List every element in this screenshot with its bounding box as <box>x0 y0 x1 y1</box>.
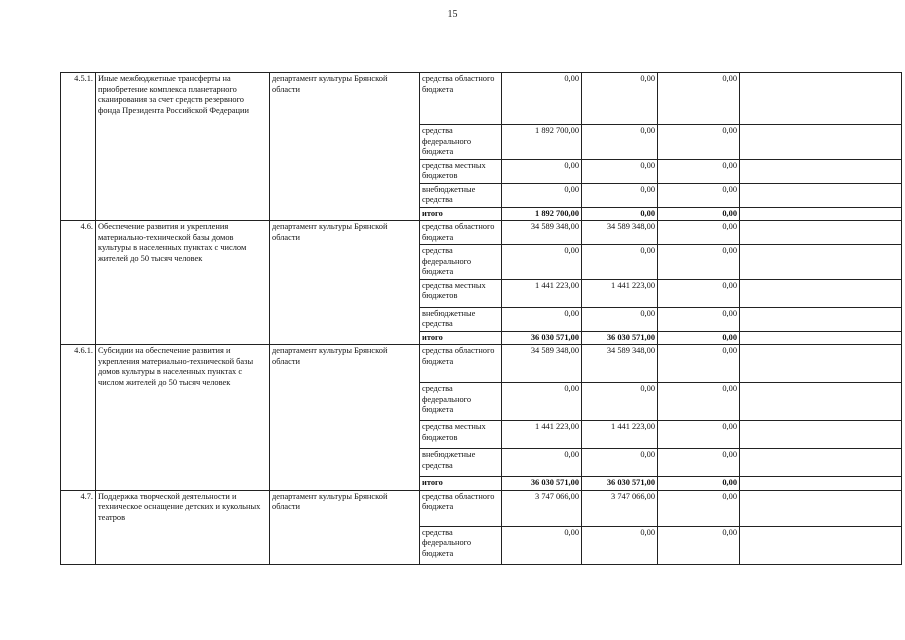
item-name: Поддержка творческой деятельности и техническое оснащение детских и кукольных театров <box>96 490 270 564</box>
amount-cell-2: 0,00 <box>582 449 658 477</box>
amount-cell-1: 0,00 <box>502 307 582 331</box>
amount-cell-2: 36 030 571,00 <box>582 331 658 345</box>
amount-cell-2: 1 441 223,00 <box>582 279 658 307</box>
empty-cell <box>740 383 902 421</box>
amount-cell-3: 0,00 <box>658 345 740 383</box>
amount-cell-2: 0,00 <box>582 526 658 564</box>
funding-source: средства областного бюджета <box>420 490 502 526</box>
amount-cell-2: 36 030 571,00 <box>582 477 658 491</box>
amount-cell-3: 0,00 <box>658 477 740 491</box>
funding-source: средства областного бюджета <box>420 221 502 245</box>
empty-cell <box>740 73 902 125</box>
amount-cell-1: 36 030 571,00 <box>502 477 582 491</box>
amount-cell-1: 0,00 <box>502 183 582 207</box>
item-code: 4.6. <box>61 221 96 345</box>
amount-cell-3: 0,00 <box>658 279 740 307</box>
amount-cell-2: 0,00 <box>582 159 658 183</box>
amount-cell-3: 0,00 <box>658 183 740 207</box>
amount-cell-1: 0,00 <box>502 159 582 183</box>
amount-cell-2: 0,00 <box>582 73 658 125</box>
budget-table <box>60 72 902 565</box>
amount-cell-3: 0,00 <box>658 245 740 280</box>
page-number: 15 <box>447 9 458 20</box>
empty-cell <box>740 125 902 160</box>
empty-cell <box>740 490 902 526</box>
item-code: 4.5.1. <box>61 73 96 221</box>
amount-cell-3: 0,00 <box>658 331 740 345</box>
funding-source: итого <box>420 331 502 345</box>
item-executor: департамент культуры Брянской области <box>270 73 420 221</box>
funding-source: средства местных бюджетов <box>420 279 502 307</box>
item-executor: департамент культуры Брянской области <box>270 490 420 564</box>
amount-cell-1: 0,00 <box>502 526 582 564</box>
funding-source: средства федерального бюджета <box>420 526 502 564</box>
amount-cell-3: 0,00 <box>658 125 740 160</box>
empty-cell <box>740 421 902 449</box>
funding-source: итого <box>420 477 502 491</box>
amount-cell-1: 1 892 700,00 <box>502 125 582 160</box>
funding-source: средства федерального бюджета <box>420 383 502 421</box>
funding-source: средства областного бюджета <box>420 345 502 383</box>
table-row <box>61 490 902 526</box>
funding-source: средства местных бюджетов <box>420 159 502 183</box>
item-executor: департамент культуры Брянской области <box>270 345 420 491</box>
item-name: Субсидии на обеспечение развития и укрепления материально-технической базы домов культуры в населенных пунктах с числом жителей до 50 тысяч человек <box>96 345 270 491</box>
item-executor: департамент культуры Брянской области <box>270 221 420 345</box>
amount-cell-1: 1 441 223,00 <box>502 279 582 307</box>
empty-cell <box>740 159 902 183</box>
amount-cell-2: 34 589 348,00 <box>582 345 658 383</box>
amount-cell-2: 0,00 <box>582 125 658 160</box>
table-row <box>61 345 902 383</box>
amount-cell-2: 0,00 <box>582 207 658 221</box>
funding-source: средства федерального бюджета <box>420 125 502 160</box>
empty-cell <box>740 449 902 477</box>
table-row <box>61 73 902 125</box>
funding-source: внебюджетные средства <box>420 183 502 207</box>
amount-cell-1: 1 441 223,00 <box>502 421 582 449</box>
item-code: 4.6.1. <box>61 345 96 491</box>
amount-cell-2: 0,00 <box>582 307 658 331</box>
empty-cell <box>740 245 902 280</box>
empty-cell <box>740 221 902 245</box>
empty-cell <box>740 183 902 207</box>
amount-cell-1: 0,00 <box>502 383 582 421</box>
empty-cell <box>740 345 902 383</box>
empty-cell <box>740 477 902 491</box>
amount-cell-2: 1 441 223,00 <box>582 421 658 449</box>
amount-cell-1: 0,00 <box>502 245 582 280</box>
amount-cell-3: 0,00 <box>658 307 740 331</box>
amount-cell-3: 0,00 <box>658 207 740 221</box>
amount-cell-1: 34 589 348,00 <box>502 221 582 245</box>
empty-cell <box>740 279 902 307</box>
funding-source: внебюджетные средства <box>420 307 502 331</box>
amount-cell-3: 0,00 <box>658 221 740 245</box>
amount-cell-2: 0,00 <box>582 383 658 421</box>
amount-cell-1: 0,00 <box>502 449 582 477</box>
amount-cell-1: 34 589 348,00 <box>502 345 582 383</box>
amount-cell-3: 0,00 <box>658 490 740 526</box>
amount-cell-1: 3 747 066,00 <box>502 490 582 526</box>
funding-source: средства областного бюджета <box>420 73 502 125</box>
amount-cell-3: 0,00 <box>658 421 740 449</box>
funding-source: средства местных бюджетов <box>420 421 502 449</box>
amount-cell-2: 34 589 348,00 <box>582 221 658 245</box>
funding-source: внебюджетные средства <box>420 449 502 477</box>
amount-cell-2: 0,00 <box>582 245 658 280</box>
amount-cell-2: 0,00 <box>582 183 658 207</box>
item-name: Обеспечение развития и укрепления материально-технической базы домов культуры в населенных пунктах с числом жителей до 50 тысяч человек <box>96 221 270 345</box>
amount-cell-3: 0,00 <box>658 73 740 125</box>
empty-cell <box>740 307 902 331</box>
empty-cell <box>740 331 902 345</box>
empty-cell <box>740 207 902 221</box>
amount-cell-3: 0,00 <box>658 159 740 183</box>
amount-cell-3: 0,00 <box>658 449 740 477</box>
amount-cell-1: 0,00 <box>502 73 582 125</box>
amount-cell-3: 0,00 <box>658 383 740 421</box>
amount-cell-1: 36 030 571,00 <box>502 331 582 345</box>
item-code: 4.7. <box>61 490 96 564</box>
funding-source: средства федерального бюджета <box>420 245 502 280</box>
funding-source: итого <box>420 207 502 221</box>
empty-cell <box>740 526 902 564</box>
table-row <box>61 221 902 245</box>
amount-cell-2: 3 747 066,00 <box>582 490 658 526</box>
amount-cell-3: 0,00 <box>658 526 740 564</box>
amount-cell-1: 1 892 700,00 <box>502 207 582 221</box>
item-name: Иные межбюджетные трансферты на приобретение комплекса планетарного сканирования за счет средств резервного фонда Президента Российской Федерации <box>96 73 270 221</box>
